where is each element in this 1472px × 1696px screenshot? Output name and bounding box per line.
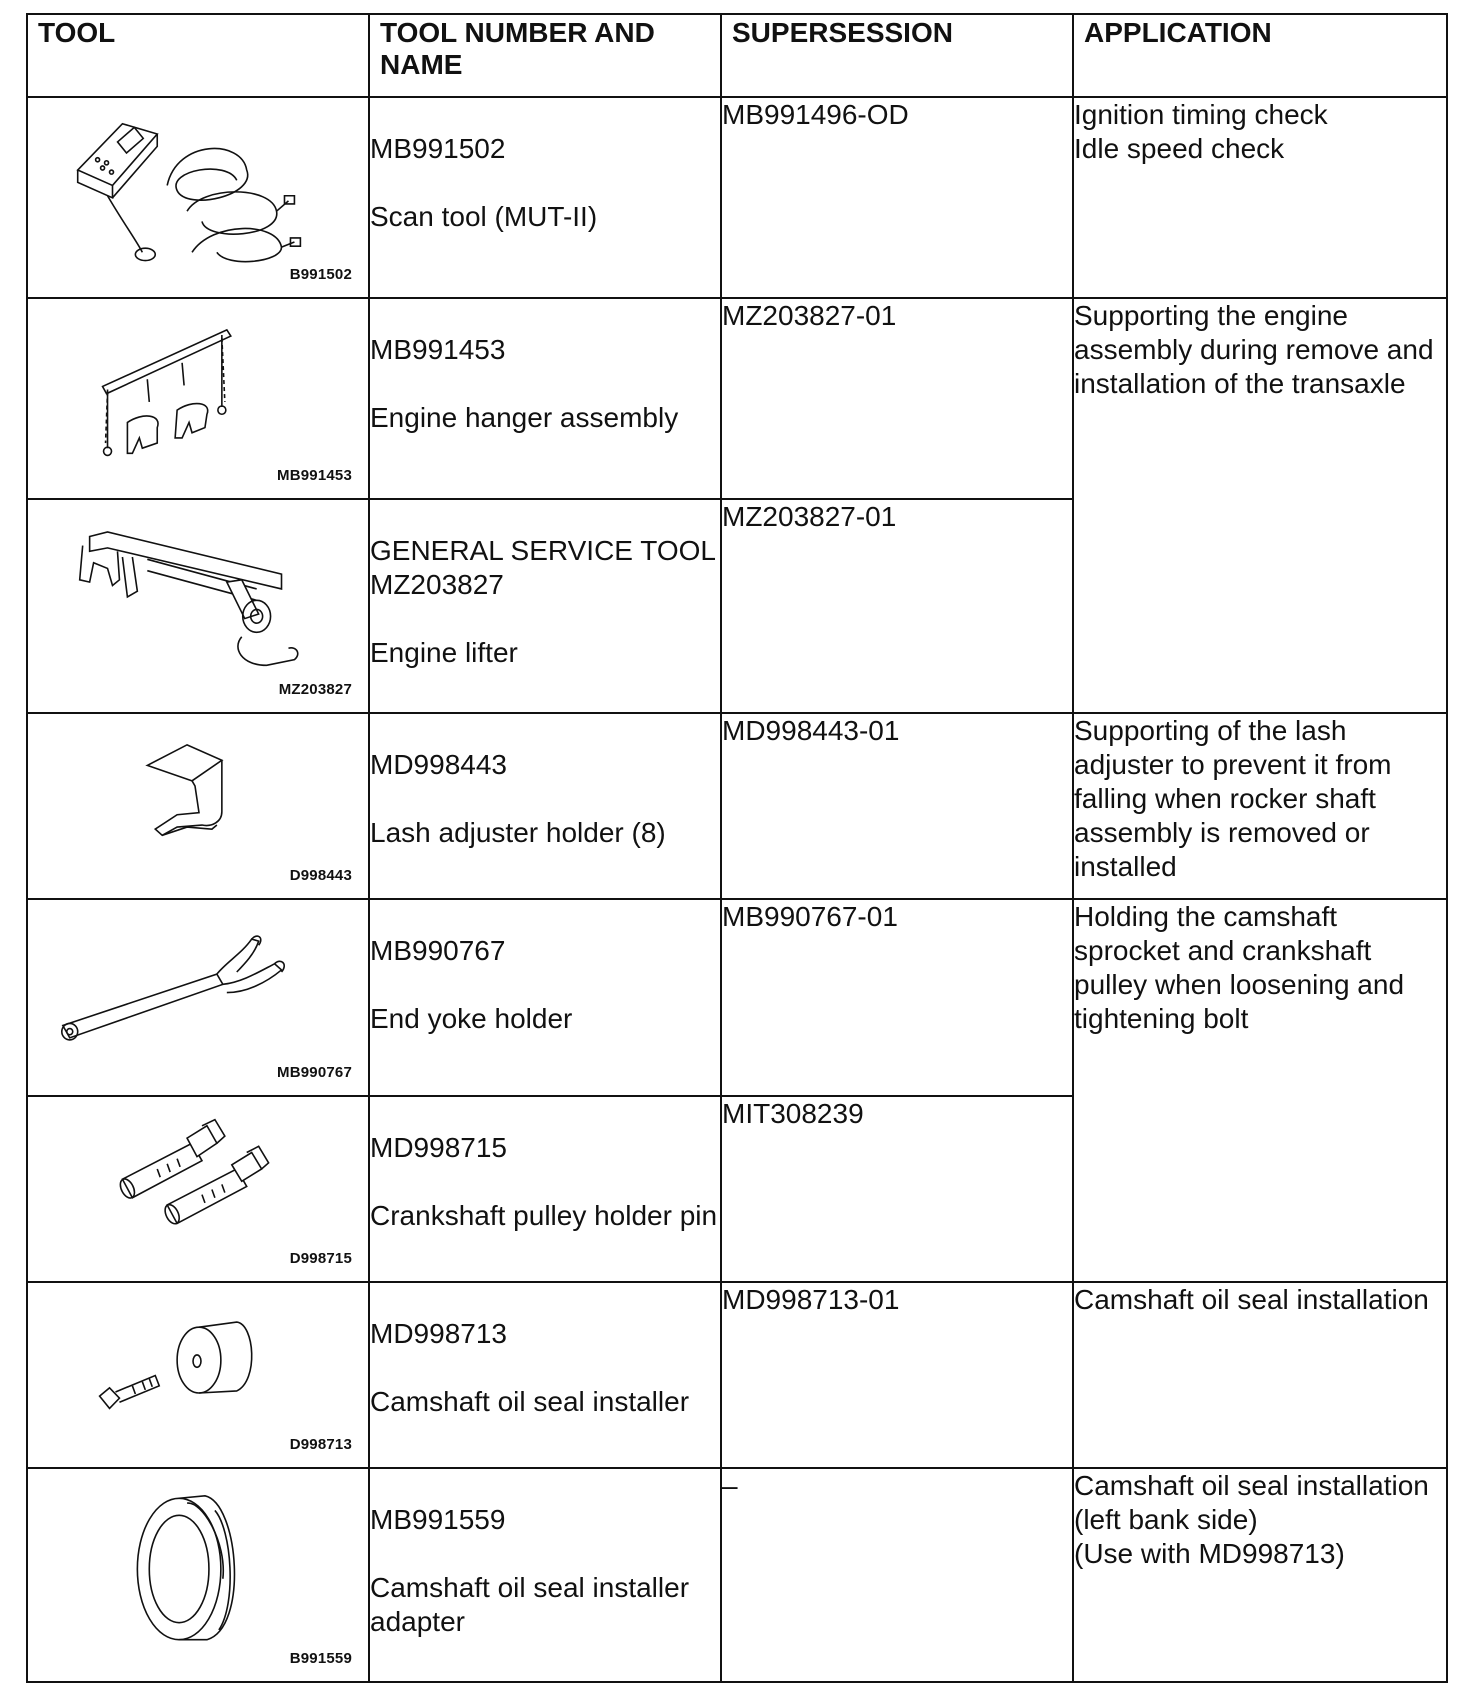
tool-image-code: D998715 (289, 1249, 352, 1267)
tool-number: MD998713 (370, 1317, 507, 1349)
tool-image-code: D998713 (289, 1435, 352, 1453)
tool-number-name (369, 298, 721, 500)
tool-name: Camshaft oil seal installer (370, 1385, 690, 1417)
header-row (27, 14, 1447, 97)
header-application: APPLICATION (1073, 14, 1447, 97)
tool-image-code: MZ203827 (278, 681, 352, 699)
tool-image-cell (27, 97, 369, 298)
tool-image-cell (27, 499, 369, 713)
tool-name: Lash adjuster holder (8) (370, 817, 666, 849)
tool-supersession: MB990767-01 (721, 899, 1073, 1095)
tool-image-cell (27, 1096, 369, 1282)
tool-supersession: – (721, 1468, 1073, 1682)
tool-image-code: B991559 (289, 1650, 352, 1667)
tool-number-name (369, 1468, 721, 1682)
tool-number: MB991502 (370, 133, 506, 165)
tool-application: Supporting the engine assembly during remove and installation of the transaxle (1073, 298, 1447, 714)
tool-image-cell (27, 298, 369, 500)
tool-number-name (369, 97, 721, 298)
tool-application: Camshaft oil seal installation (left bank side) (Use with MD998713) (1073, 1468, 1447, 1682)
tool-number-name (369, 499, 721, 713)
tool-supersession: MB991496-OD (721, 97, 1073, 298)
tool-image-cell (27, 713, 369, 899)
table-row (27, 899, 1447, 1095)
tool-supersession: MZ203827-01 (721, 499, 1073, 713)
tool-number: MB991453 (370, 333, 506, 365)
tool-number: MB990767 (370, 935, 506, 967)
tool-number: MB991559 (370, 1503, 506, 1535)
table-row (27, 1282, 1447, 1468)
tool-name: Camshaft oil seal installer adapter (370, 1571, 690, 1637)
special-tools-table (26, 13, 1448, 1683)
tool-image-code: MB990767 (277, 1063, 352, 1081)
table-row (27, 97, 1447, 298)
tool-image-code: D998443 (289, 867, 352, 885)
tool-application: Ignition timing check Idle speed check (1073, 97, 1447, 298)
tool-number: MD998715 (370, 1131, 507, 1163)
tool-image-cell (27, 1468, 369, 1682)
tool-name: Scan tool (MUT-II) (370, 201, 598, 233)
tool-image-cell (27, 1282, 369, 1468)
tool-application: Holding the camshaft sprocket and crankshaft pulley when loosening and tightening bolt (1073, 899, 1447, 1281)
tool-supersession: MD998713-01 (721, 1282, 1073, 1468)
tool-application: Supporting of the lash adjuster to prevent it from falling when rocker shaft assembly is removed or installed (1073, 713, 1447, 899)
table-row (27, 298, 1447, 500)
tool-supersession: MZ203827-01 (721, 298, 1073, 500)
tool-number: GENERAL SERVICE TOOL MZ203827 (370, 535, 716, 601)
tool-image-code: B991502 (289, 265, 352, 283)
tool-name: Crankshaft pulley holder pin (370, 1199, 718, 1231)
tool-supersession: MIT308239 (721, 1096, 1073, 1282)
tool-number-name (369, 1096, 721, 1282)
header-supersession: SUPERSESSION (721, 14, 1073, 97)
tool-name: End yoke holder (370, 1003, 573, 1035)
tool-name: Engine lifter (370, 637, 518, 669)
tool-image-code: MB991453 (277, 467, 352, 485)
header-tool: TOOL (27, 14, 369, 97)
table-row (27, 713, 1447, 899)
tool-supersession: MD998443-01 (721, 713, 1073, 899)
tool-number-name (369, 1282, 721, 1468)
tool-application: Camshaft oil seal installation (1073, 1282, 1447, 1468)
tool-number-name (369, 713, 721, 899)
tool-number-name (369, 899, 721, 1095)
tool-image-cell (27, 899, 369, 1095)
header-number-name: TOOL NUMBER AND NAME (369, 14, 721, 97)
tool-name: Engine hanger assembly (370, 401, 679, 433)
table-row (27, 1468, 1447, 1682)
tool-number: MD998443 (370, 749, 507, 781)
